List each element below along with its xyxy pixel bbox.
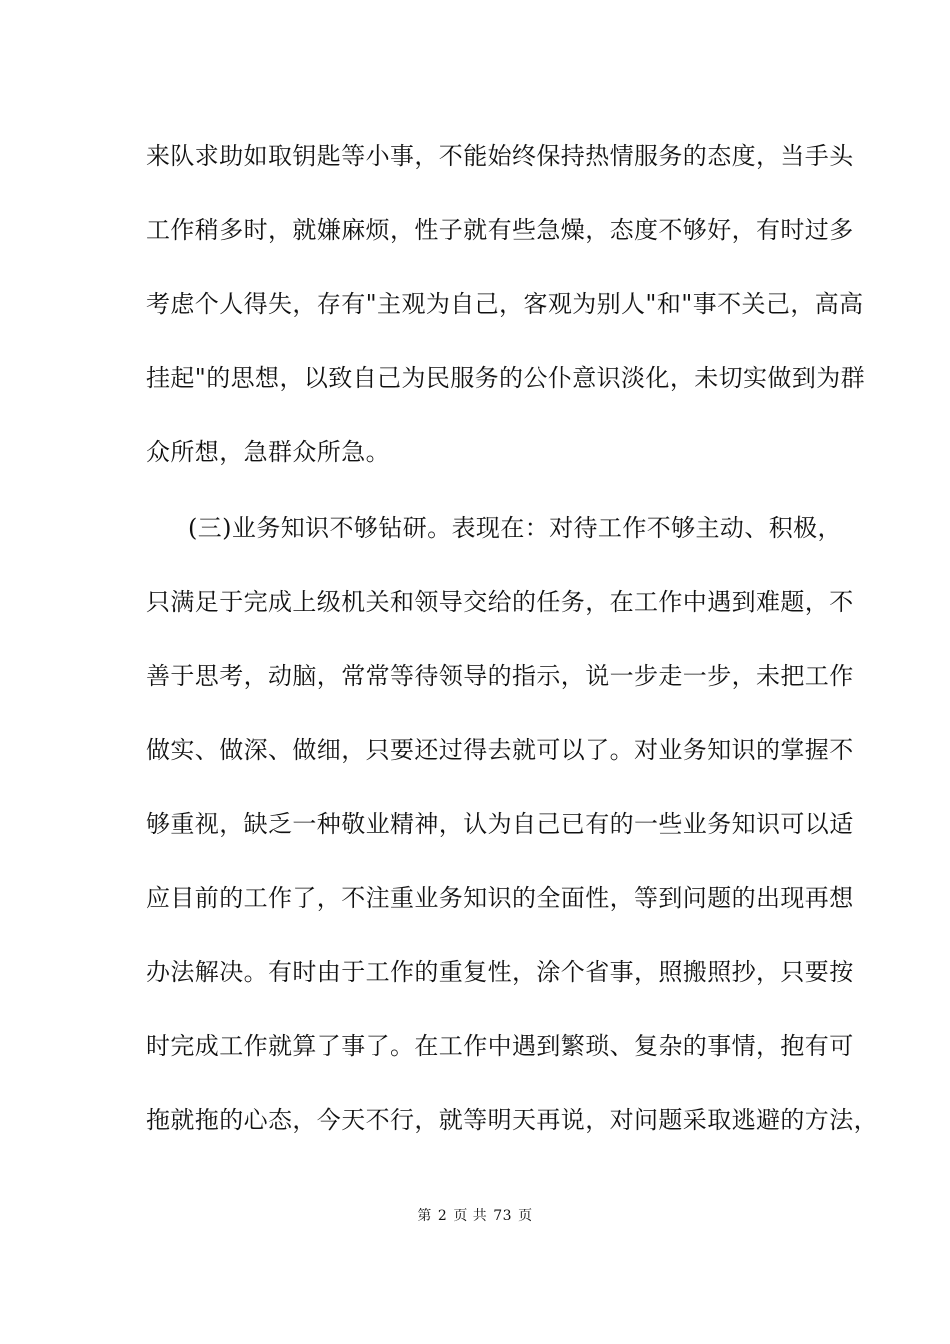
text-line-12: 办法解决。有时由于工作的重复性，涂个省事，照搬照抄，只要按 [146,958,854,986]
text-line-9: 做实、做深、做细，只要还过得去就可以了。对业务知识的掌握不 [146,736,854,764]
text-line-2: 工作稍多时，就嫌麻烦，性子就有些急燥，态度不够好，有时过多 [146,216,854,244]
text-line-5: 众所想，急群众所急。 [146,438,390,466]
footer-prefix: 第 [417,1208,432,1224]
footer-suffix: 页 [518,1208,533,1224]
footer-middle: 页 共 [453,1208,488,1224]
text-line-7: 只满足于完成上级机关和领导交给的任务，在工作中遇到难题，不 [146,588,854,616]
footer-total-pages: 73 [493,1208,513,1224]
text-line-1: 来队求助如取钥匙等小事，不能始终保持热情服务的态度，当手头 [146,142,854,170]
text-line-3: 考虑个人得失，存有"主观为自己，客观为别人"和"事不关己，高高 [146,290,864,318]
text-line-13: 时完成工作就算了事了。在工作中遇到繁琐、复杂的事情，抱有可 [146,1032,854,1060]
footer-current-page: 2 [437,1208,448,1224]
text-line-14: 拖就拖的心态，今天不行，就等明天再说，对问题采取逃避的方法， [146,1106,878,1134]
page-footer [0,1206,950,1226]
text-line-4: 挂起"的思想，以致自己为民服务的公仆意识淡化，未切实做到为群 [146,364,866,392]
text-line-8: 善于思考，动脑，常常等待领导的指示，说一步走一步，未把工作 [146,662,854,690]
text-line-10: 够重视，缺乏一种敬业精神，认为自己已有的一些业务知识可以适 [146,810,854,838]
text-line-6: (三)业务知识不够钻研。表现在：对待工作不够主动、积极， [188,514,842,542]
text-line-11: 应目前的工作了，不注重业务知识的全面性，等到问题的出现再想 [146,884,854,912]
